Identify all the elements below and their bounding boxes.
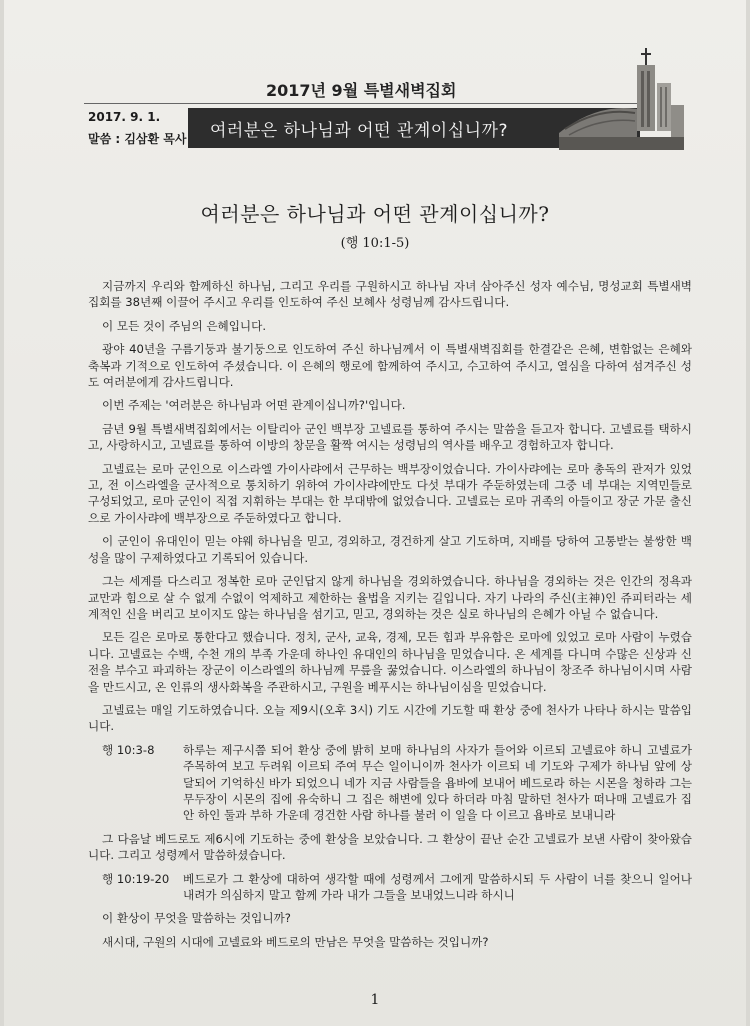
bulletin-header [4, 0, 746, 170]
paragraph: 그는 세계를 다스리고 정복한 로마 군인답지 않게 하나님을 경외하였습니다. 하나님을 경외하는 것은 인간의 정욕과 교만과 힘으로 살 수 없게 수없이 억제하고 제한하는 율법을 지키는 길입니다. 자기 나라의 주신(主神)인 쥬피터라는 세계적인 신을 버리고 보이지도 않는 하나님을 섬기고, 믿고, 경외하는 것은 실로 하나님의 은혜가 아닐 수 없습니다. [88, 574, 692, 621]
paragraph: 광야 40년을 구름기둥과 불기둥으로 인도하여 주신 하나님께서 이 특별새벽집회를 한결같은 은혜, 변함없는 은혜와 축복과 기적으로 인도하여 주셨습니다. 이 은혜의 행로에 함께하여 주시고, 수고하여 주시고, 열심을 다하여 섬겨주신 성도 여러분에게 감사드립니다. [88, 342, 692, 390]
church-building-illustration [559, 45, 684, 150]
page-number: 1 [370, 992, 380, 1008]
sermon-body [88, 278, 692, 957]
paragraph: 그 다음날 베드로도 제6시에 기도하는 중에 환상을 보았습니다. 그 환상이 끝난 순간 고넬료가 보낸 사람이 찾아왔습니다. 그리고 성령께서 말씀하셨습니다. [88, 831, 692, 863]
paragraph: 지금까지 우리와 함께하신 하나님, 그리고 우리를 구원하시고 하나님 자녀 삼아주신 성자 예수님, 명성교회 특별새벽집회를 38년째 이끌어 주시고 우리를 인도하여 주신 보혜사 성령님께 감사드립니다. [88, 279, 692, 310]
event-title: 2017년 9월 특별새벽집회 [266, 81, 457, 100]
scripture-reference: (행 10:1-5) [340, 236, 410, 251]
scripture-quote [88, 871, 692, 904]
paragraph: 이 군인이 유대인이 믿는 야웨 하나님을 믿고, 경외하고, 경건하게 살고 기도하며, 지배를 당하여 고통받는 불쌍한 백성을 많이 구제하였다고 기록되어 있습니다. [88, 534, 692, 565]
document-page [4, 0, 746, 1026]
sermon-date: 2017. 9. 1. [88, 110, 161, 124]
banner-title: 여러분은 하나님과 어떤 관계이십니까? [188, 108, 640, 148]
paragraph: 이번 주제는 '여러분은 하나님과 어떤 관계이십니까?'입니다. [102, 398, 406, 413]
paragraph: 금년 9월 특별새벽집회에서는 이탈리아 군인 백부장 고넬료를 통하여 주시는 말씀을 듣고자 합니다. 고넬료를 택하시고, 사랑하시고, 고넬료를 통하여 이방의 창문을 활짝 여시는 성령님의 역사를 배우고 경험하고자 합니다. [88, 421, 692, 453]
paragraph: 이 모든 것이 주님의 은혜입니다. [102, 318, 267, 333]
paragraph: 새시대, 구원의 시대에 고넬료와 베드로의 만남은 무엇을 말씀하는 것입니까? [102, 934, 489, 949]
preacher-name: 말씀 : 김삼환 목사 [88, 132, 187, 146]
quote-text: 하루는 제구시쯤 되어 환상 중에 밝히 보매 하나님의 사자가 들어와 이르되 고넬료야 하니 고넬료가 주목하여 보고 두려워 이르되 주여 무슨 일이니이까 천사가 이르되 네 기도와 구제가 하나님 앞에 상달되어 기억하신 바가 되었으니 네가 지금 사람들을 욥바에 보내어 베드로라 하는 시몬을 청하라 그는 무두장이 시몬의 집에 유숙하니 그 집은 해변에 있다 하더라 마침 말하던 천사가 떠나매 고넬료가 집안 하인 둘과 부하 가운데 경건한 사람 하나를 불러 이 일을 다 이르고 욥바로 보내니라 [183, 742, 692, 823]
paragraph: 이 환상이 무엇을 말씀하는 것입니까? [102, 911, 291, 926]
sermon-title: 여러분은 하나님과 어떤 관계이십니까? [200, 202, 550, 226]
paragraph: 고넬료는 매일 기도하였습니다. 오늘 제9시(오후 3시) 기도 시간에 기도할 때 환상 중에 천사가 나타나 하시는 말씀입니다. [88, 702, 692, 734]
quote-text: 베드로가 그 환상에 대하여 생각할 때에 성령께서 그에게 말씀하시되 두 사람이 너를 찾으니 일어나 내려가 의심하지 말고 함께 가라 내가 그들을 보내었느니라 하시니 [183, 871, 692, 902]
quote-reference: 행 10:3-8 [102, 742, 155, 757]
paragraph: 고넬료는 로마 군인으로 이스라엘 가이사랴에서 근무하는 백부장이었습니다. 가이사랴에는 로마 총독의 관저가 있었고, 전 이스라엘을 군사적으로 통치하기 위하여 가이사랴에만도 다섯 부대가 주둔하였는데 그중 네 부대는 지역민들로 구성되었고, 로마 군인이 직접 지휘하는 부대는 한 부대밖에 없었습니다. 고넬료는 로마 귀족의 아들이고 장군 가문 출신으로 가이사랴에 백부장으로 주둔하였다고 합니다. [88, 461, 692, 525]
quote-reference: 행 10:19-20 [102, 871, 170, 886]
scripture-quote [88, 742, 692, 824]
paragraph: 모든 길은 로마로 통한다고 했습니다. 정치, 군사, 교육, 경제, 모든 힘과 부유함은 로마에 있었고 로마 사람이 누렸습니다. 고넬료는 수백, 수천 개의 부족 가운데 하나인 유대인의 하나님을 믿었습니다. 온 세계를 다니며 수많은 신상과 신전을 부수고 파괴하는 장군이 이스라엘의 하나님께 무릎을 꿇었습니다. 이스라엘의 하나님이 창조주 하나님이시며 사람을 만드시고, 온 인류의 생사화복을 주관하시고, 구원을 베푸시는 하나님이심을 믿었습니다. [88, 630, 692, 694]
